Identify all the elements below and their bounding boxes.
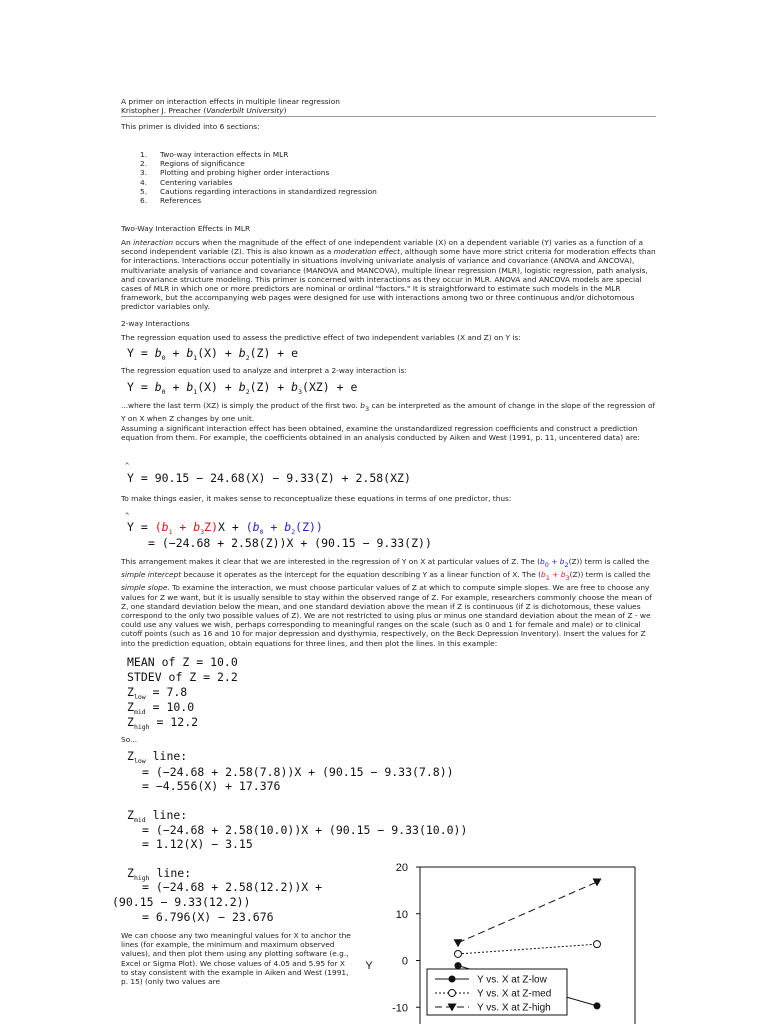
z-high-line-heading: $Z_{high}$ line: [127,866,192,882]
list-item: 2. Regions of significance [140,159,245,169]
regression-intro-2: The regression equation used to analyze and interpret a 2-way interaction is: [121,366,407,375]
regression-intro-1: The regression equation used to assess the predictive effect of two independent variables (X and Z) on Y is: [121,333,521,342]
reconceptualized-equation-values: = (−24.68 + 2.58(Z))X + (90.15 − 9.33(Z)) [148,536,432,550]
list-item: 3. Plotting and probing higher order interactions [140,168,330,178]
data-point [593,878,602,886]
legend-label: Y vs. X at Z-high [477,1002,551,1014]
series-line [458,882,597,943]
data-point [455,950,462,957]
doc-title: A primer on interaction effects in multiple linear regression [121,97,340,106]
y-tick-label: 10 [395,908,408,921]
z-low-value: $Z_{low} = 7.8$ [127,685,188,701]
z-high-line-eq2: (90.15 − 9.33(12.2)) [112,895,251,909]
data-point [594,1002,601,1009]
interaction-paragraph: An interaction occurs when the magnitude of the effect of one independent variable (X) on a dependent variable (Y) varies as a function of a second independent variable (Z). This is also known as a moderation effect, although some have more strict criteria for moderation effects than for interactions. Interactions occur potentially in situations involving univariate analysis of variance and covariance (ANOVA and ANCOVA), multivariate analysis of variance and covariance (MANOVA and MANCOVA), multiple linear regression (MLR), logistic regression, path analysis, and covariance structure modeling. This primer is concerned with interactions as they occur in MLR. ANOVA and ANCOVA models are special cases of MLR in which one or more predictors are nominal or ordinal "factors." It is straightforward to estimate such models in the MLR framework, but the accompanying web pages were designed for use with interactions among two or three continuous and/or dichotomous predictor variables only. [121,238,656,312]
section-heading: Two-Way Interaction Effects in MLR [121,224,251,233]
easier-text: To make things easier, it makes sense to reconceptualize these equations in terms of one predictor, thus: [121,494,512,503]
equation-interaction: $Y = b_0 + b_1(X) + b_2(Z) + b_3(XZ) + e$ [127,380,358,396]
y-tick-label: -10 [392,1002,408,1015]
list-item: 6. References [140,196,202,206]
legend-label: Y vs. X at Z-low [477,974,547,986]
list-item: 4. Centering variables [140,177,233,187]
z-mid-value: $Z_{mid} = 10.0$ [127,700,195,716]
list-item: 1. Two-way interaction effects in MLR [140,150,289,159]
z-mid-line-heading: $Z_{mid}$ line: [127,808,188,824]
where-paragraph: ...where the last term (XZ) is simply the product of the first two. b3 can be interpreted as the amount of change in the slope of the regression of Y on X when Z changes by one unit. [121,401,656,424]
z-high-value: $Z_{high} = 12.2$ [127,715,199,731]
section-list [140,150,540,205]
y-axis-label: Y [365,960,373,973]
z-high-line-eq3: = 6.796(X) − 23.676 [142,910,274,924]
data-point [449,976,456,983]
header-divider [121,116,656,117]
data-point [594,941,601,948]
assume-paragraph: Assuming a significant interaction effect has been obtained, examine the unstandardized regression coefficients and construct a prediction equation from them. For example, the coefficients obtained in an analysis conducted by Aiken and West (1991, p. 11, uncentered data) are: [121,424,640,443]
series-line [458,944,597,954]
intro-text: This primer is divided into 6 sections: [121,122,260,131]
mean-z: MEAN of Z = 10.0 [127,655,238,669]
z-low-line-heading: $Z_{low}$ line: [127,749,188,765]
so-text: So... [121,735,138,744]
simple-slopes-chart [355,855,655,1024]
hat-symbol: ^ [125,512,130,520]
hat-symbol: ^ [125,462,130,470]
y-tick-label: 20 [395,862,408,874]
z-mid-line-eq1: = (−24.68 + 2.58(10.0))X + (90.15 − 9.33(10.0)) [142,823,468,837]
data-point [454,939,463,947]
z-mid-line-eq2: = 1.12(X) − 3.15 [142,837,253,851]
z-low-line-eq2: = −4.556(X) + 17.376 [142,779,281,793]
subsection-heading: 2-way Interactions [121,319,190,328]
stdev-z: STDEV of Z = 2.2 [127,670,238,684]
data-point [455,962,462,969]
list-item: 5. Cautions regarding interactions in standardized regression [140,186,377,196]
prediction-equation: Y = 90.15 − 24.68(X) − 9.33(Z) + 2.58(XZ) [127,471,411,485]
z-low-line-eq1: = (−24.68 + 2.58(7.8))X + (90.15 − 9.33(7.8)) [142,765,454,779]
equation-main-effects: $Y = b_0 + b_1(X) + b_2(Z) + e$ [127,346,299,362]
reconceptualized-equation: $Y = (b_1 + b_3Z)X + (b_0 + b_2(Z))$ [127,520,323,536]
y-tick-label: 0 [401,955,408,968]
legend-label: Y vs. X at Z-med [477,988,552,1000]
doc-author: Kristopher J. Preacher (Vanderbilt University) [121,106,287,115]
z-high-line-eq1: = (−24.68 + 2.58(12.2))X + [142,880,323,894]
choose-paragraph: We can choose any two meaningful values for X to anchor the lines (for example, the minimum and maximum observed values), and then plot them using any plotting software (e.g., Excel or Sigma Plot). We chose values of 4.05 and 5.95 for X to stay consistent with the example in Aiken and West (1991, p. 15) (only two values are [121,931,351,987]
data-point [449,990,456,997]
arrangement-paragraph: This arrangement makes it clear that we are interested in the regression of Y on X at particular values of Z. The (b0 + b2(Z)) term is called the simple intercept because it operates as the intercept for the equation describing Y as a linear function of X. The (b1 + b3(Z)) term is called the simple slope. To examine the interaction, we must choose particular values of Z at which to compute simple slopes. We are free to choose any values for Z we want, but it is usually sensible to stay within the observed range of Z. For example, researchers commonly choose the mean of Z, one standard deviation below the mean, and one standard deviation above the mean if Z is continuous (if Z is dichotomous, these values correspond to the only two possible values of Z). We are not restricted to using plus or minus one standard deviation about the mean of Z - we could use any values we wish, perhaps corresponding to meaningful ranges on the scale (such as 0 and 1 for female and male) or to clinical cutoff points (such as 16 and 10 for major depression and dysthymia, respectively, on the Beck Depression Inventory). Insert the values for Z into the prediction equation, obtain equations for three lines, and then plot the lines. In this example: [121,557,652,648]
